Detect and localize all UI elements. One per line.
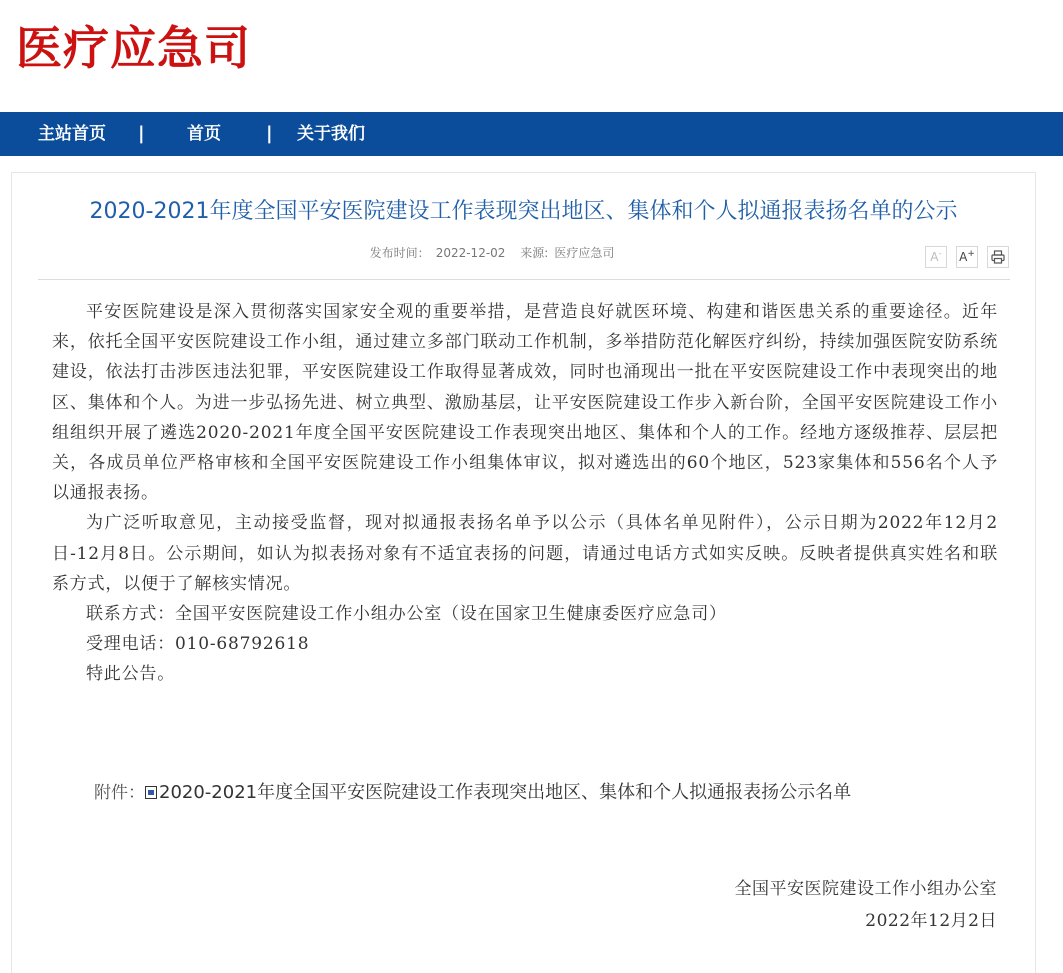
font-decrease-button[interactable]: A- (925, 246, 947, 268)
font-increase-button[interactable]: A+ (956, 246, 978, 268)
article-body (52, 297, 998, 690)
signature (735, 873, 998, 937)
nav-item-home[interactable]: 首页 (187, 124, 221, 144)
contact-line: 联系方式：全国平安医院建设工作小组办公室（设在国家卫生健康委医疗应急司） (86, 604, 727, 625)
article-title: 2020-2021年度全国平安医院建设工作表现突出地区、集体和个人拟通报表扬名单的公示 (89, 199, 958, 224)
print-button[interactable] (987, 246, 1009, 268)
notice-line: 特此公告。 (86, 664, 175, 685)
nav-item-about[interactable]: 关于我们 (297, 124, 365, 144)
signature-org: 全国平安医院建设工作小组办公室 (734, 879, 997, 899)
paragraph: 为广泛听取意见，主动接受监督，现对拟通报表扬名单予以公示（具体名单见附件），公示日期为2022年12月2日-12月8日。公示期间，如认为拟表扬对象有不适宜表扬的问题，请通过电话方式如实反映。反映者提供真实姓名和联系方式，以便于了解核实情况。 (52, 513, 998, 594)
print-icon (991, 250, 1005, 264)
attachment-link[interactable]: 2020-2021年度全国平安医院建设工作表现突出地区、集体和个人拟通报表扬公示名单 (159, 782, 852, 803)
source-name: 医疗应急司 (554, 246, 615, 260)
nav-bar (0, 112, 1063, 156)
document-icon (145, 786, 157, 799)
phone-line: 受理电话：010-68792618 (86, 634, 310, 655)
attachment-label: 附件： (94, 783, 145, 803)
site-logo[interactable]: 医疗应急司 (16, 21, 251, 75)
article-container (11, 172, 1036, 973)
paragraph: 平安医院建设是深入贯彻落实国家安全观的重要举措，是营造良好就医环境、构建和谐医患关系的重要途径。近年来，依托全国平安医院建设工作小组，通过建立多部门联动工作机制，多举措防范化解医疗纠纷，持续加强医院安防系统建设，依法打击涉医违法犯罪，平安医院建设工作取得显著成效，同时也涌现出一批在平安医院建设工作中表现突出的地区、集体和个人。为进一步弘扬先进、树立典型、激励基层，让平安医院建设工作步入新台阶，全国平安医院建设工作小组组织开展了遴选2020-2021年度全国平安医院建设工作表现突出地区、集体和个人的工作。经地方逐级推荐、层层把关，各成员单位严格审核和全国平安医院建设工作小组集体审议，拟对遴选出的60个地区，523家集体和556名个人予以通报表扬。 (52, 302, 998, 504)
publish-label: 发布时间： (369, 246, 430, 260)
article-meta (12, 243, 972, 263)
meta-divider (38, 279, 1010, 280)
nav-separator: | (138, 123, 145, 144)
signature-date: 2022年12月2日 (865, 911, 997, 931)
nav-item-main-home[interactable]: 主站首页 (38, 124, 106, 144)
nav-separator: | (266, 123, 273, 144)
attachment (94, 777, 851, 809)
site-header (0, 0, 1063, 112)
publish-date: 2022-12-02 (435, 246, 506, 260)
source-label: 来源: (520, 246, 549, 260)
